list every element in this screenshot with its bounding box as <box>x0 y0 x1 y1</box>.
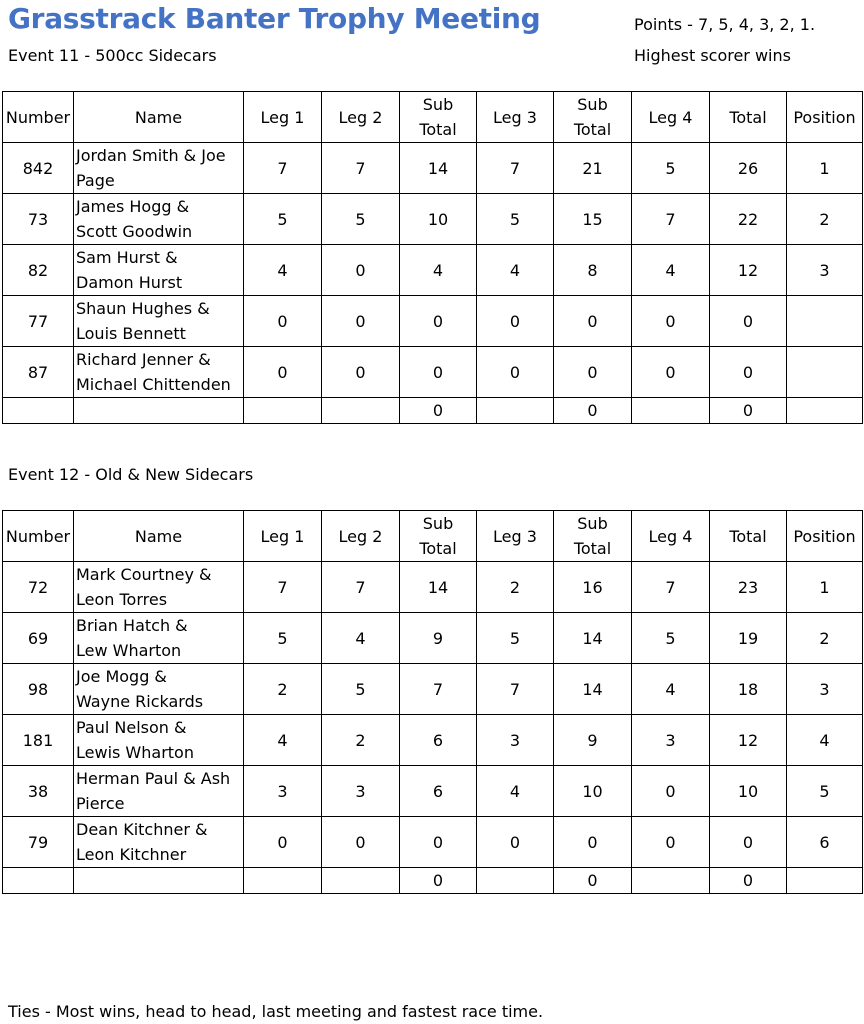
table-row <box>3 194 863 245</box>
score-position: 2 <box>787 194 863 245</box>
score-leg1: 4 <box>244 245 322 296</box>
column-header-label: Sub Total <box>573 95 612 139</box>
column-header: Leg 4 <box>632 511 710 562</box>
rider-name-line-1: James Hogg & <box>76 197 190 216</box>
rider-name-line-1: Herman Paul & Ash <box>76 769 231 788</box>
score-sub1: 14 <box>400 562 477 613</box>
rider-name-line-2: Pierce <box>76 794 125 813</box>
rider-name-line-2: Lew Wharton <box>76 641 182 660</box>
rider-name-line-1: Shaun Hughes & <box>76 299 210 318</box>
rider-name-line-1: Paul Nelson & <box>76 718 187 737</box>
rider-name-line-1: Dean Kitchner & <box>76 820 208 839</box>
score-leg3: 4 <box>477 245 554 296</box>
score-leg4: 4 <box>632 664 710 715</box>
event-12-table <box>2 510 863 894</box>
rider-names <box>74 245 244 296</box>
rider-number: 38 <box>3 766 74 817</box>
tie-break-note: Ties - Most wins, head to head, last meeting and fastest race time. <box>8 1002 544 1021</box>
rider-name-line-1: Mark Courtney & <box>76 565 212 584</box>
column-header: Number <box>3 511 74 562</box>
score-total: 18 <box>710 664 787 715</box>
column-header: Leg 1 <box>244 92 322 143</box>
score-total: 0 <box>710 817 787 868</box>
score-position: 2 <box>787 613 863 664</box>
rider-number: 73 <box>3 194 74 245</box>
score-leg3: 0 <box>477 347 554 398</box>
empty-cell <box>632 868 710 894</box>
score-leg3: 4 <box>477 766 554 817</box>
score-sub1: 14 <box>400 143 477 194</box>
empty-cell <box>3 398 74 424</box>
column-header: Leg 3 <box>477 92 554 143</box>
empty-cell <box>322 398 400 424</box>
score-sub1: 10 <box>400 194 477 245</box>
rider-name-line-1: Sam Hurst & <box>76 248 178 267</box>
score-total: 23 <box>710 562 787 613</box>
score-position: 1 <box>787 562 863 613</box>
table-row <box>3 296 863 347</box>
column-header: Number <box>3 92 74 143</box>
empty-cell <box>477 868 554 894</box>
score-total: 0 <box>710 347 787 398</box>
score-total: 10 <box>710 766 787 817</box>
column-header <box>554 92 632 143</box>
score-position <box>787 296 863 347</box>
score-sub1: 4 <box>400 245 477 296</box>
score-sub2: 15 <box>554 194 632 245</box>
rider-number: 69 <box>3 613 74 664</box>
score-leg2: 2 <box>322 715 400 766</box>
column-header: Leg 2 <box>322 511 400 562</box>
score-leg2: 0 <box>322 296 400 347</box>
page-title: Grasstrack Banter Trophy Meeting <box>8 2 541 35</box>
rider-number: 82 <box>3 245 74 296</box>
column-header: Name <box>74 92 244 143</box>
score-sub1: 0 <box>400 296 477 347</box>
rider-name-line-2: Leon Kitchner <box>76 845 187 864</box>
column-header: Total <box>710 92 787 143</box>
score-leg3: 3 <box>477 715 554 766</box>
rider-name-line-2: Damon Hurst <box>76 273 183 292</box>
score-position <box>787 347 863 398</box>
rider-number: 842 <box>3 143 74 194</box>
score-leg1: 2 <box>244 664 322 715</box>
rider-name-line-2: Page <box>76 171 115 190</box>
score-leg4: 0 <box>632 817 710 868</box>
column-header: Total <box>710 511 787 562</box>
score-total: 12 <box>710 715 787 766</box>
score-leg1: 7 <box>244 143 322 194</box>
score-leg4: 5 <box>632 613 710 664</box>
score-leg1: 0 <box>244 817 322 868</box>
column-header: Leg 1 <box>244 511 322 562</box>
winning-rule: Highest scorer wins <box>634 46 791 65</box>
score-sub2: 0 <box>554 817 632 868</box>
rider-number: 98 <box>3 664 74 715</box>
rider-names <box>74 715 244 766</box>
rider-names <box>74 296 244 347</box>
score-position: 1 <box>787 143 863 194</box>
empty-cell <box>787 398 863 424</box>
score-sub2: 8 <box>554 245 632 296</box>
score-sub1: 6 <box>400 766 477 817</box>
table-row <box>3 766 863 817</box>
table-row <box>3 245 863 296</box>
score-leg1: 5 <box>244 194 322 245</box>
score-position: 4 <box>787 715 863 766</box>
grand-total-sum: 0 <box>710 868 787 894</box>
score-total: 22 <box>710 194 787 245</box>
rider-name-line-2: Leon Torres <box>76 590 168 609</box>
rider-name-line-1: Brian Hatch & <box>76 616 188 635</box>
empty-cell <box>244 398 322 424</box>
score-sub2: 9 <box>554 715 632 766</box>
table-row <box>3 143 863 194</box>
score-leg3: 2 <box>477 562 554 613</box>
rider-names <box>74 562 244 613</box>
column-header: Leg 4 <box>632 92 710 143</box>
rider-name-line-2: Michael Chittenden <box>76 375 231 394</box>
score-leg3: 5 <box>477 194 554 245</box>
score-total: 19 <box>710 613 787 664</box>
score-total: 26 <box>710 143 787 194</box>
empty-cell <box>74 398 244 424</box>
table-row <box>3 817 863 868</box>
empty-cell <box>632 398 710 424</box>
score-sub2: 0 <box>554 296 632 347</box>
rider-names <box>74 766 244 817</box>
rider-names <box>74 817 244 868</box>
score-sub2: 10 <box>554 766 632 817</box>
score-leg2: 0 <box>322 347 400 398</box>
score-sub1: 0 <box>400 817 477 868</box>
score-position: 3 <box>787 245 863 296</box>
column-header <box>400 511 477 562</box>
grand-total-sum: 0 <box>710 398 787 424</box>
column-header: Position <box>787 511 863 562</box>
score-leg4: 0 <box>632 766 710 817</box>
score-sub2: 14 <box>554 613 632 664</box>
score-position: 3 <box>787 664 863 715</box>
score-leg1: 4 <box>244 715 322 766</box>
rider-number: 87 <box>3 347 74 398</box>
score-sub1: 6 <box>400 715 477 766</box>
score-leg3: 7 <box>477 664 554 715</box>
score-leg2: 5 <box>322 194 400 245</box>
score-sub1: 0 <box>400 347 477 398</box>
table-row <box>3 715 863 766</box>
table-row <box>3 562 863 613</box>
column-header: Leg 3 <box>477 511 554 562</box>
totals-row <box>3 868 863 894</box>
sub-total-sum-2: 0 <box>554 398 632 424</box>
empty-cell <box>322 868 400 894</box>
score-leg2: 7 <box>322 562 400 613</box>
sub-total-sum-2: 0 <box>554 868 632 894</box>
score-sub2: 0 <box>554 347 632 398</box>
score-leg4: 5 <box>632 143 710 194</box>
column-header: Name <box>74 511 244 562</box>
score-leg2: 0 <box>322 817 400 868</box>
event-12-title: Event 12 - Old & New Sidecars <box>8 465 254 484</box>
rider-name-line-1: Joe Mogg & <box>76 667 167 686</box>
table-row <box>3 664 863 715</box>
score-leg4: 7 <box>632 194 710 245</box>
table-row <box>3 613 863 664</box>
score-leg1: 7 <box>244 562 322 613</box>
column-header-label: Sub Total <box>419 514 457 558</box>
score-leg2: 7 <box>322 143 400 194</box>
score-leg2: 5 <box>322 664 400 715</box>
score-leg3: 0 <box>477 296 554 347</box>
rider-number: 72 <box>3 562 74 613</box>
event-11-title: Event 11 - 500cc Sidecars <box>8 46 217 65</box>
column-header-label: Sub Total <box>419 95 457 139</box>
rider-name-line-2: Scott Goodwin <box>76 222 193 241</box>
score-position: 5 <box>787 766 863 817</box>
rider-number: 79 <box>3 817 74 868</box>
sub-total-sum-1: 0 <box>400 868 477 894</box>
column-header-label: Sub Total <box>573 514 612 558</box>
rider-names <box>74 194 244 245</box>
score-leg1: 0 <box>244 296 322 347</box>
score-leg3: 0 <box>477 817 554 868</box>
score-leg2: 0 <box>322 245 400 296</box>
score-leg2: 3 <box>322 766 400 817</box>
empty-cell <box>244 868 322 894</box>
rider-name-line-1: Jordan Smith & Joe <box>76 146 226 165</box>
column-header: Position <box>787 92 863 143</box>
table-header-row <box>3 511 863 562</box>
score-sub2: 21 <box>554 143 632 194</box>
rider-number: 77 <box>3 296 74 347</box>
score-leg4: 3 <box>632 715 710 766</box>
score-leg1: 0 <box>244 347 322 398</box>
score-leg2: 4 <box>322 613 400 664</box>
rider-name-line-2: Wayne Rickards <box>76 692 204 711</box>
score-leg4: 0 <box>632 296 710 347</box>
column-header: Leg 2 <box>322 92 400 143</box>
rider-names <box>74 347 244 398</box>
event-11-table <box>2 91 863 424</box>
column-header <box>554 511 632 562</box>
rider-names <box>74 143 244 194</box>
totals-row <box>3 398 863 424</box>
table-header-row <box>3 92 863 143</box>
score-total: 0 <box>710 296 787 347</box>
rider-number: 181 <box>3 715 74 766</box>
score-leg4: 4 <box>632 245 710 296</box>
empty-cell <box>74 868 244 894</box>
score-sub1: 7 <box>400 664 477 715</box>
rider-name-line-1: Richard Jenner & <box>76 350 211 369</box>
score-leg1: 5 <box>244 613 322 664</box>
empty-cell <box>787 868 863 894</box>
score-sub1: 9 <box>400 613 477 664</box>
rider-name-line-2: Louis Bennett <box>76 324 186 343</box>
score-leg1: 3 <box>244 766 322 817</box>
score-leg3: 7 <box>477 143 554 194</box>
table-row <box>3 347 863 398</box>
score-leg4: 0 <box>632 347 710 398</box>
column-header <box>400 92 477 143</box>
rider-names <box>74 613 244 664</box>
score-total: 12 <box>710 245 787 296</box>
empty-cell <box>477 398 554 424</box>
score-leg3: 5 <box>477 613 554 664</box>
points-scheme: Points - 7, 5, 4, 3, 2, 1. <box>634 15 816 34</box>
rider-names <box>74 664 244 715</box>
empty-cell <box>3 868 74 894</box>
score-sub2: 14 <box>554 664 632 715</box>
score-leg4: 7 <box>632 562 710 613</box>
sub-total-sum-1: 0 <box>400 398 477 424</box>
score-position: 6 <box>787 817 863 868</box>
score-sub2: 16 <box>554 562 632 613</box>
rider-name-line-2: Lewis Wharton <box>76 743 194 762</box>
